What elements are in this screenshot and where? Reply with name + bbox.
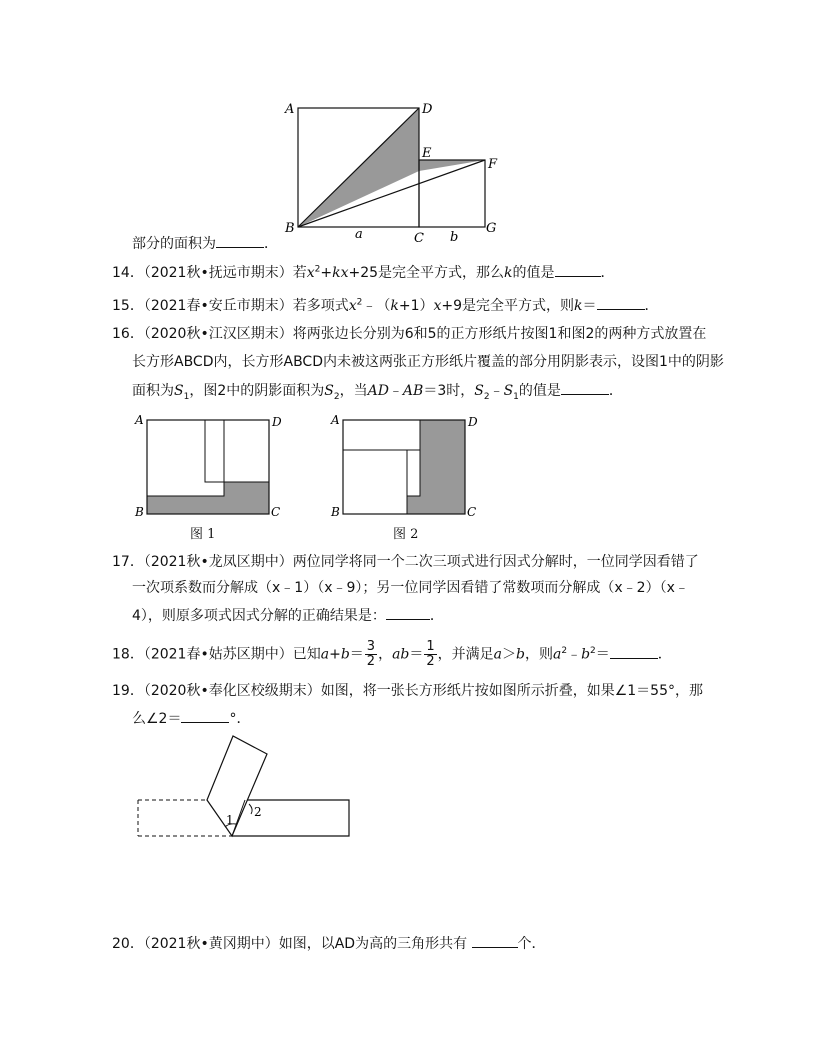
answer-blank[interactable] — [610, 644, 658, 659]
fraction-denominator: 2 — [426, 654, 435, 669]
q15-source: （2021春•安丘市期末） — [143, 298, 293, 314]
q17-text-1: 两位同学将同一个二次三项式进行因式分解时，一位同学因看错了 — [292, 554, 699, 570]
figure-19-folded-paper — [130, 730, 360, 845]
angle-2-label: 2 — [254, 805, 262, 819]
q17-number: 17． — [112, 554, 144, 570]
q19-text-2a: 么∠2＝ — [132, 711, 182, 727]
q18-source: （2021春•姑苏区期中） — [143, 646, 293, 663]
answer-blank[interactable] — [386, 605, 430, 620]
answer-blank[interactable] — [472, 933, 518, 948]
q17-source: （2021秋•龙凤区期中） — [143, 554, 293, 570]
q16-text-2: 长方形ABCD内，长方形ABCD内未被这两张正方形纸片覆盖的部分用阴影表示，设图1中的阴影 — [132, 354, 724, 370]
q13-tail: 部分的面积为 ． — [132, 233, 278, 254]
q16-text-3e: 的值是 — [518, 383, 561, 399]
q14-number: 14． — [112, 265, 144, 281]
label-b: b — [450, 230, 459, 245]
q20-text-2: 个． — [517, 936, 546, 952]
label-a: a — [355, 227, 363, 242]
question-18: 18．（2021春•姑苏区期中）已知a+b＝ $\frac{3}{2}$ ，ab＝ $\frac{1}{2}$ ，并满足a＞b，则$a^2﹣b^2=$ ． — [112, 639, 672, 669]
q18-text-2: ，并满足 — [437, 646, 494, 663]
q19-text-2b: °． — [229, 711, 251, 727]
fraction-numerator: 1 — [426, 639, 435, 654]
answer-blank[interactable] — [597, 295, 645, 310]
angle-1-label: 1 — [226, 813, 234, 827]
q13-tail-text: 部分的面积为 — [132, 236, 216, 252]
q16-text-1: 将两张边长分别为6和5的正方形纸片按图1和图2的两种方式放置在 — [292, 326, 707, 342]
q18-number: 18． — [112, 646, 144, 663]
label-B: B — [285, 221, 295, 236]
fraction-1-2 — [424, 640, 436, 669]
answer-blank[interactable] — [555, 262, 601, 277]
q15-text-2: 是完全平方式，则 — [462, 298, 575, 314]
question-16-line-1 — [112, 324, 706, 344]
q18-text-1: 已知 — [292, 646, 321, 663]
question-14: 14．（2021秋•抚远市期末）若$x^2+kx+25$是完全平方式，那么k的值是 ． — [112, 262, 615, 283]
q16-text-3a: 面积为 — [132, 383, 174, 399]
question-15: 15．（2021春•安丘市期末）若多项式$x^2﹣(k+1)x+9$是完全平方式，则k＝ ． — [112, 295, 659, 316]
fig16-1-label-B: B — [135, 505, 144, 519]
q20-text-1: 如图，以AD为高的三角形共有 — [278, 936, 468, 952]
question-19-line-2 — [132, 708, 250, 729]
q19-text-1: 如图，将一张长方形纸片按如图所示折叠，如果∠1＝55°，那 — [320, 683, 703, 699]
q16-text-3b: ，图2中的阴影面积为 — [189, 383, 325, 399]
q16-text-3c: ，当 — [339, 383, 368, 399]
fig16-2-label-D: D — [468, 415, 478, 429]
fraction-numerator: 3 — [366, 639, 376, 654]
label-E: E — [422, 146, 432, 161]
q15-number: 15． — [112, 298, 144, 314]
question-17-line-2 — [132, 578, 689, 598]
fig16-2-label-C: C — [467, 505, 477, 519]
q17-text-2: 一次项系数而分解成（x﹣1）（x﹣9）；另一位同学因看错了常数项而分解成（x﹣2）（x﹣ — [132, 580, 689, 596]
figure-16-1-caption: 图 1 — [190, 527, 216, 542]
q16-source: （2020秋•江汉区期末） — [143, 326, 293, 342]
q20-source: （2021秋•黄冈期中） — [143, 936, 279, 952]
fig16-1-label-C: C — [271, 505, 281, 519]
fig16-1-label-D: D — [272, 415, 282, 429]
q14-text-3: 的值是 — [512, 265, 555, 281]
label-D: D — [422, 102, 433, 117]
figure-13-shaded-region-2 — [419, 160, 485, 171]
figure-13-square-diagram — [280, 96, 510, 246]
q17-text-3: 4），则原多项式因式分解的正确结果是： — [132, 608, 386, 624]
answer-blank[interactable] — [216, 233, 264, 248]
figure-16-1 — [132, 410, 292, 520]
answer-blank[interactable] — [181, 708, 229, 723]
fig16-1-label-A: A — [135, 413, 144, 427]
label-C: C — [414, 231, 424, 246]
fig16-2-label-A: A — [331, 413, 340, 427]
q14-text-1: 若 — [292, 265, 307, 281]
figure-16-2-caption: 图 2 — [393, 527, 419, 542]
question-20 — [112, 933, 546, 954]
q16-number: 16． — [112, 326, 144, 342]
figure-16-2 — [330, 410, 490, 520]
q19-source: （2020秋•奉化区校级期末） — [143, 683, 321, 699]
q14-text-2: 是完全平方式，那么 — [378, 265, 505, 281]
q20-number: 20． — [112, 936, 144, 952]
q15-text-1: 若多项式 — [292, 298, 349, 314]
label-G: G — [486, 221, 497, 236]
question-16-line-2 — [132, 352, 724, 372]
answer-blank[interactable] — [561, 380, 609, 395]
fraction-denominator: 2 — [366, 654, 376, 669]
question-17-line-3: 4），则原多项式因式分解的正确结果是： ． — [132, 605, 444, 626]
question-17-line-1 — [112, 552, 699, 572]
q14-source: （2021秋•抚远市期末） — [143, 265, 293, 281]
fraction-3-2 — [365, 640, 377, 669]
q19-number: 19． — [112, 683, 144, 699]
q16-text-3d: ＝3时， — [423, 383, 475, 399]
fig16-2-label-B: B — [331, 505, 340, 519]
question-19-line-1 — [112, 681, 703, 701]
question-16-line-3: 面积为$S_1$，图2中的阴影面积为$S_2$，当AD﹣AB＝3时，$S_2﹣S_1$的值是 ． — [132, 380, 623, 401]
label-A: A — [285, 102, 295, 117]
q18-text-3: ，则 — [524, 646, 553, 663]
label-F: F — [488, 157, 498, 172]
